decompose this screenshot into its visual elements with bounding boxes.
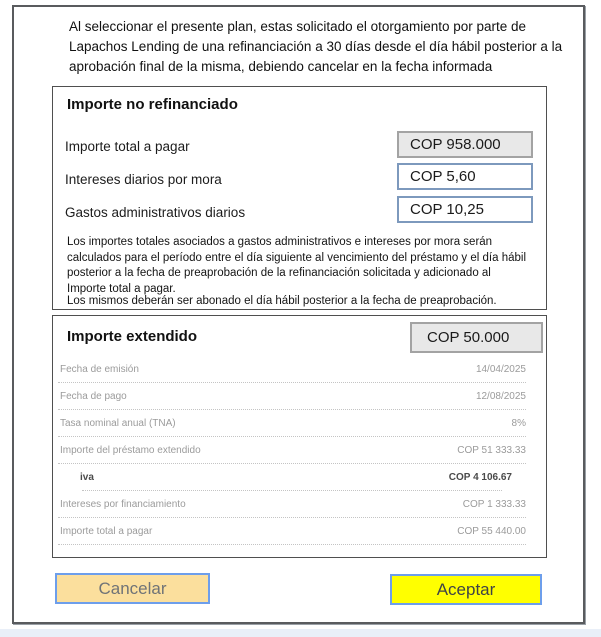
row-label: Tasa nominal anual (TNA): [60, 417, 176, 429]
accept-button[interactable]: Aceptar: [390, 574, 542, 605]
row-label: Importe del préstamo extendido: [60, 444, 201, 456]
non-refinanced-panel: [52, 86, 547, 310]
table-row-annual-rate: [58, 410, 526, 437]
intro-text: Al seleccionar el presente plan, estas solicitado el otorgamiento por parte de Lapachos Lending de una refinanciación a 30 días desde el día hábil posterior a la aprobación final de la misma, debiendo cancelar en la fecha informada: [69, 19, 563, 74]
total-to-pay-label: Importe total a pagar: [65, 139, 190, 154]
bottom-strip: [0, 629, 601, 637]
total-to-pay-value: COP 958.000: [397, 131, 533, 158]
table-row-vat: [58, 464, 526, 491]
row-value: 8%: [511, 417, 526, 429]
extended-panel: [52, 315, 547, 558]
non-refinanced-title: Importe no refinanciado: [67, 96, 238, 113]
cancel-button[interactable]: Cancelar: [55, 573, 210, 604]
daily-admin-fees-label: Gastos administrativos diarios: [65, 205, 246, 220]
row-label: Fecha de emisión: [60, 363, 139, 375]
table-row-issue-date: [58, 356, 526, 383]
row-value: COP 4 106.67: [448, 472, 512, 483]
row-value: 14/04/2025: [475, 363, 526, 375]
row-label: Importe total a pagar: [60, 525, 153, 537]
table-row-payment-date: [58, 383, 526, 410]
extended-details-table: [58, 356, 526, 545]
row-label: Intereses por financiamiento: [60, 498, 186, 510]
row-value: 12/08/2025: [475, 390, 526, 402]
daily-admin-fees-input[interactable]: [397, 196, 533, 223]
dialog-container: [12, 5, 585, 624]
note-calculation: Los importes totales asociados a gastos administrativos e intereses por mora serán calculados para el período entre el día siguiente al vencimiento del préstamo y el día hábil posterior a la fecha de preaprobación de la refinanciación solicitada y adicionado al Importe total a pagar.: [67, 236, 527, 295]
daily-late-interest-label: Intereses diarios por mora: [65, 172, 222, 187]
table-row-financing-interest: [58, 491, 526, 518]
row-label: Fecha de pago: [60, 390, 127, 402]
daily-late-interest-input[interactable]: [397, 163, 533, 190]
row-value: COP 51 333.33: [457, 444, 526, 456]
extended-amount-value: COP 50.000: [410, 322, 543, 353]
table-row-total-to-pay: [58, 518, 526, 545]
note-payment-due: Los mismos deberán ser abonado el día hábil posterior a la fecha de preaprobación.: [67, 295, 497, 307]
table-row-extended-loan-amount: [58, 437, 526, 464]
row-label: iva: [80, 472, 94, 483]
extended-title: Importe extendido: [67, 328, 198, 345]
row-value: COP 55 440.00: [457, 525, 526, 537]
row-value: COP 1 333.33: [462, 498, 526, 510]
